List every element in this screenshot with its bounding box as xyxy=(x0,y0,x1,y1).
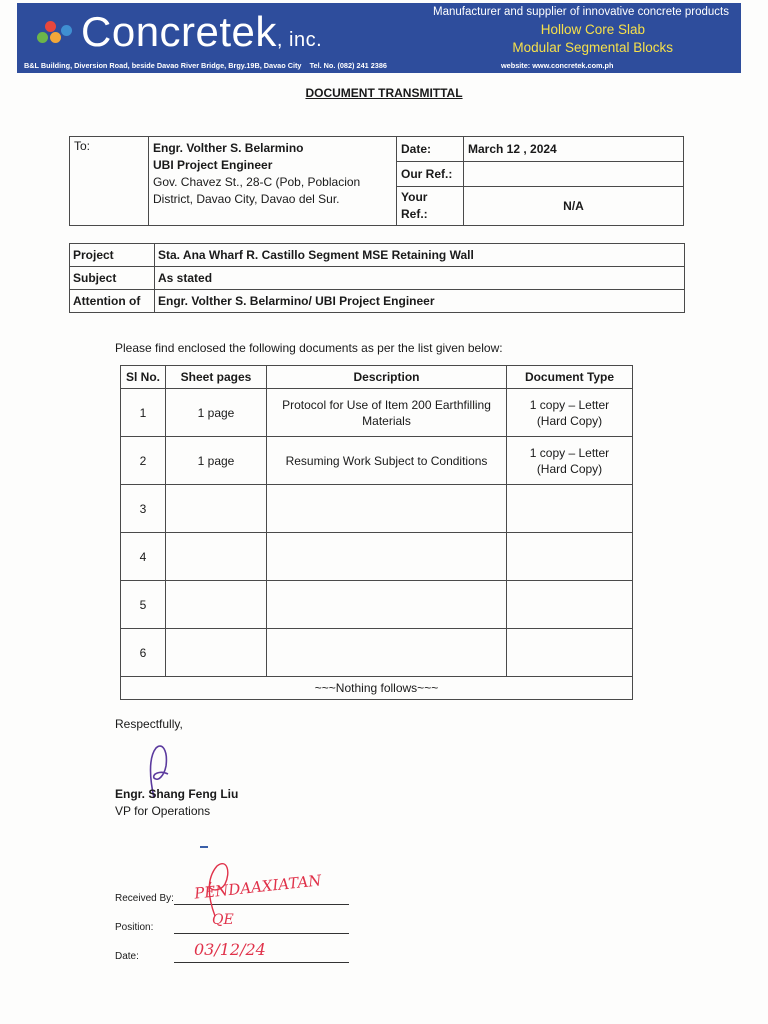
row-type xyxy=(507,485,633,533)
col-header-sl-no: Sl No. xyxy=(121,366,166,389)
row-type: 1 copy – Letter (Hard Copy) xyxy=(507,437,633,485)
subject-value: As stated xyxy=(155,267,685,290)
position-handwriting: QE xyxy=(212,912,234,928)
row-type xyxy=(507,629,633,677)
date-label: Date: xyxy=(397,137,464,162)
our-ref-value xyxy=(464,162,684,187)
recipient-name: Engr. Volther S. Belarmino xyxy=(153,141,304,155)
col-header-description: Description xyxy=(267,366,507,389)
row-no: 5 xyxy=(121,581,166,629)
position-label: Position: xyxy=(115,922,154,933)
your-ref-label: Your Ref.: xyxy=(397,187,464,226)
our-ref-label: Our Ref.: xyxy=(397,162,464,187)
row-description xyxy=(267,533,507,581)
to-label: To: xyxy=(70,137,149,226)
product-hollow-core: Hollow Core Slab xyxy=(540,22,645,37)
received-by-label: Received By: xyxy=(115,893,174,904)
closing-text: Respectfully, xyxy=(115,717,183,731)
company-address: B&L Building, Diversion Road, beside Davao River Bridge, Brgy.19B, Davao City Tel. No. (082) 241 2386 xyxy=(24,61,387,70)
date-receipt-line xyxy=(174,962,349,963)
your-ref-value: N/A xyxy=(464,187,684,226)
row-description xyxy=(267,629,507,677)
signatory-title: VP for Operations xyxy=(115,804,211,818)
letterhead-banner xyxy=(17,3,741,73)
table-row xyxy=(121,485,633,533)
row-no: 2 xyxy=(121,437,166,485)
row-type xyxy=(507,533,633,581)
row-description: Resuming Work Subject to Conditions xyxy=(267,437,507,485)
col-header-document-type: Document Type xyxy=(507,366,633,389)
row-pages: 1 page xyxy=(166,389,267,437)
project-label: Project xyxy=(70,244,155,267)
logo-icon xyxy=(37,19,77,49)
attention-value: Engr. Volther S. Belarmino/ UBI Project Engineer xyxy=(155,290,685,313)
documents-header-row xyxy=(121,366,633,389)
row-type: 1 copy – Letter (Hard Copy) xyxy=(507,389,633,437)
intro-text: Please find enclosed the following documents as per the list given below: xyxy=(115,341,503,355)
row-description xyxy=(267,485,507,533)
table-row xyxy=(121,437,633,485)
project-table xyxy=(69,243,685,313)
row-no: 6 xyxy=(121,629,166,677)
recipient-address-line-2: District, Davao City, Davao del Sur. xyxy=(153,192,340,206)
document-title: DOCUMENT TRANSMITTAL xyxy=(305,86,463,100)
row-no: 1 xyxy=(121,389,166,437)
recipient-block xyxy=(149,137,397,226)
row-description: Protocol for Use of Item 200 Earthfilling Materials xyxy=(267,389,507,437)
row-pages xyxy=(166,629,267,677)
subject-label: Subject xyxy=(70,267,155,290)
recipient-address-line-1: Gov. Chavez St., 28-C (Pob, Poblacion xyxy=(153,175,361,189)
col-header-sheet-pages: Sheet pages xyxy=(166,366,267,389)
table-row xyxy=(121,533,633,581)
date-value: March 12 , 2024 xyxy=(464,137,684,162)
project-value: Sta. Ana Wharf R. Castillo Segment MSE Retaining Wall xyxy=(155,244,685,267)
row-description xyxy=(267,581,507,629)
row-no: 4 xyxy=(121,533,166,581)
receiver-signature-mark xyxy=(195,860,245,920)
date-handwriting: 03/12/24 xyxy=(194,940,266,959)
company-logo-text: Concretek, inc. xyxy=(81,8,323,55)
table-row xyxy=(121,389,633,437)
row-pages xyxy=(166,581,267,629)
row-no: 3 xyxy=(121,485,166,533)
product-segmental-blocks: Modular Segmental Blocks xyxy=(512,40,673,55)
table-row xyxy=(121,581,633,629)
recipient-table xyxy=(69,136,684,226)
row-pages xyxy=(166,485,267,533)
attention-label: Attention of xyxy=(70,290,155,313)
row-pages: 1 page xyxy=(166,437,267,485)
position-line xyxy=(174,933,349,934)
received-by-handwriting: PENDAAXIATAN xyxy=(193,871,323,903)
nothing-follows-note: ~~~Nothing follows~~~ xyxy=(121,677,633,700)
row-type xyxy=(507,581,633,629)
table-row xyxy=(121,629,633,677)
ink-mark xyxy=(200,846,208,848)
recipient-title: UBI Project Engineer xyxy=(153,158,273,172)
company-website: website: www.concretek.com.ph xyxy=(501,61,614,70)
row-pages xyxy=(166,533,267,581)
documents-table xyxy=(120,365,633,700)
signatory-name: Engr. Shang Feng Liu xyxy=(115,787,239,801)
company-tagline: Manufacturer and supplier of innovative concrete products xyxy=(433,6,729,18)
date-receipt-label: Date: xyxy=(115,951,139,962)
